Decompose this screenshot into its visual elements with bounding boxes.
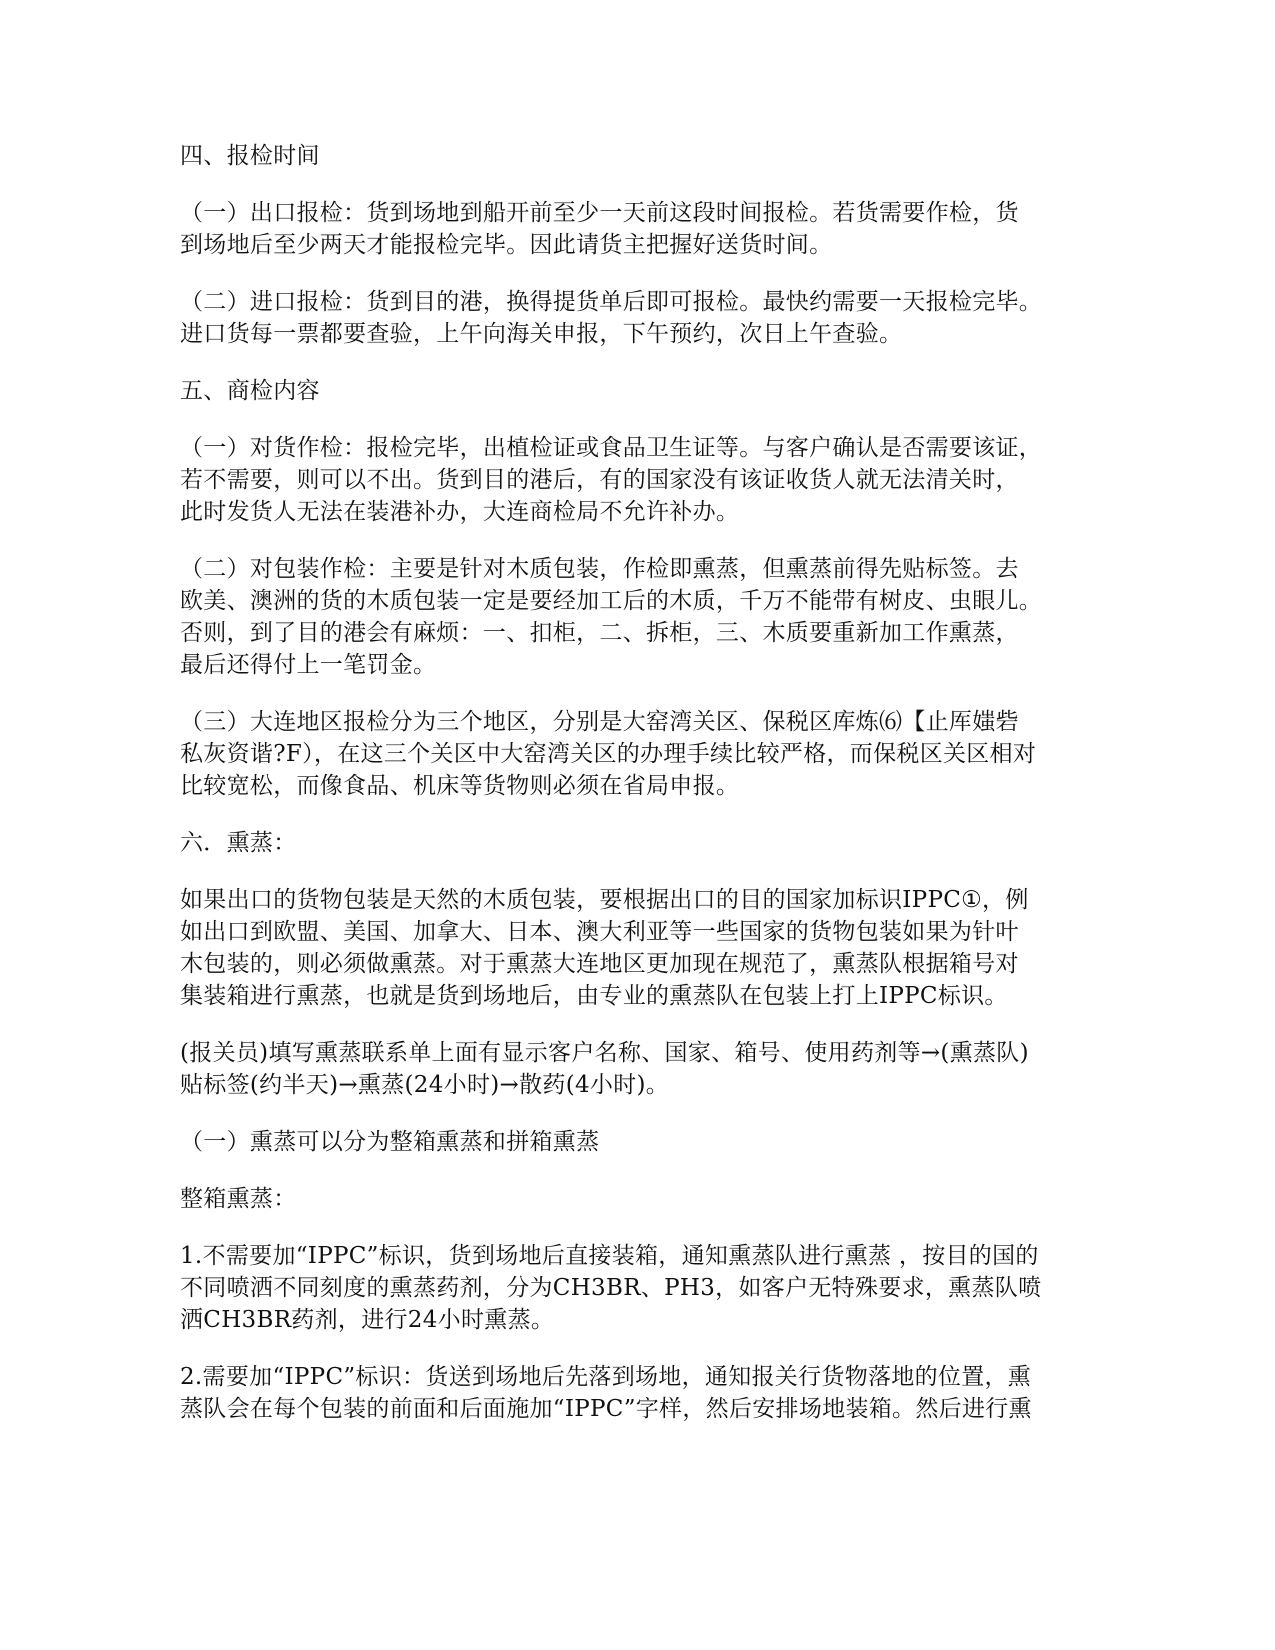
document-page (180, 140, 1050, 1450)
text-line: (报关员)填写熏蒸联系单上面有显示客户名称、国家、箱号、使用药剂等→(熏蒸队) (180, 1040, 1029, 1066)
text-line: 否则，到了目的港会有麻烦：一、扣柜，二、拆柜，三、木质要重新加工作熏蒸， (180, 620, 1019, 646)
text-line: 集装箱进行熏蒸，也就是货到场地后，由专业的熏蒸队在包装上打上IPPC标识。 (180, 983, 1008, 1009)
section-heading-inspection-content (180, 375, 1050, 407)
text-line: 若不需要，则可以不出。货到目的港后，有的国家没有该证收货人就无法清关时， (180, 467, 1019, 493)
text-line: （二）对包装作检：主要是针对木质包装，作检即熏蒸，但熏蒸前得先贴标签。去 (180, 556, 1019, 582)
text-line: 欧美、澳洲的货的木质包装一定是要经加工后的木质，千万不能带有树皮、虫眼儿。 (180, 588, 1043, 614)
paragraph-fcl-fumigation-heading (180, 1183, 1050, 1215)
text-line: 进口货每一票都要查验，上午向海关申报，下午预约，次日上午查验。 (180, 321, 903, 347)
paragraph-goods-inspection (180, 432, 1050, 528)
text-line: （一）熏蒸可以分为整箱熏蒸和拼箱熏蒸 (180, 1129, 600, 1155)
text-line: （一）对货作检：报检完毕，出植检证或食品卫生证等。与客户确认是否需要该证， (180, 435, 1043, 461)
text-line: 比较宽松，而像食品、机床等货物则必须在省局申报。 (180, 773, 740, 799)
text-line: 六．熏蒸： (180, 830, 297, 856)
paragraph-fcl-item-2 (180, 1361, 1050, 1425)
text-line: 到场地后至少两天才能报检完毕。因此请货主把握好送货时间。 (180, 232, 833, 258)
text-line: 贴标签(约半天)→熏蒸(24小时)→散药(4小时)。 (180, 1072, 670, 1098)
paragraph-dalian-regions (180, 706, 1050, 802)
text-line: 此时发货人无法在装港补办，大连商检局不允许补办。 (180, 499, 740, 525)
paragraph-ippc-requirement (180, 884, 1050, 1012)
paragraph-fumigation-types (180, 1126, 1050, 1158)
paragraph-import-inspection (180, 286, 1050, 350)
text-line: （三）大连地区报检分为三个地区，分别是大窑湾关区、保税区库炼⑹【止厍媸砦 (180, 709, 1019, 735)
text-line: 2.需要加“IPPC”标识：货送到场地后先落到场地，通知报关行货物落地的位置，熏 (180, 1364, 1032, 1390)
paragraph-export-inspection (180, 197, 1050, 261)
paragraph-fumigation-process (180, 1037, 1050, 1101)
text-line: （一）出口报检：货到场地到船开前至少一天前这段时间报检。若货需要作检，货 (180, 200, 1019, 226)
text-line: 私灰资谐?F），在这三个关区中大窑湾关区的办理手续比较严格，而保税区关区相对 (180, 741, 1037, 767)
paragraph-packaging-inspection (180, 553, 1050, 681)
text-line: 不同喷洒不同刻度的熏蒸药剂，分为CH3BR、PH3，如客户无特殊要求，熏蒸队喷 (180, 1275, 1042, 1301)
text-line: 洒CH3BR药剂，进行24小时熏蒸。 (180, 1307, 555, 1333)
text-line: 木包装的，则必须做熏蒸。对于熏蒸大连地区更加现在规范了，熏蒸队根据箱号对 (180, 951, 1019, 977)
text-line: 如果出口的货物包装是天然的木质包装，要根据出口的目的国家加标识IPPC①，例 (180, 887, 1029, 913)
text-line: 如出口到欧盟、美国、加拿大、日本、澳大利亚等一些国家的货物包装如果为针叶 (180, 919, 1019, 945)
text-line: 四、报检时间 (180, 143, 320, 169)
section-heading-fumigation (180, 827, 1050, 859)
text-line: 蒸队会在每个包装的前面和后面施加“IPPC”字样，然后安排场地装箱。然后进行熏 (180, 1396, 1032, 1422)
section-heading-inspection-time (180, 140, 1050, 172)
text-line: 最后还得付上一笔罚金。 (180, 652, 437, 678)
text-line: 五、商检内容 (180, 378, 320, 404)
paragraph-fcl-item-1 (180, 1240, 1050, 1336)
text-line: （二）进口报检：货到目的港，换得提货单后即可报检。最快约需要一天报检完毕。 (180, 289, 1043, 315)
text-line: 整箱熏蒸： (180, 1186, 297, 1212)
text-line: 1.不需要加“IPPC”标识，货到场地后直接装箱，通知熏蒸队进行熏蒸 ，按目的国的 (180, 1243, 1039, 1269)
